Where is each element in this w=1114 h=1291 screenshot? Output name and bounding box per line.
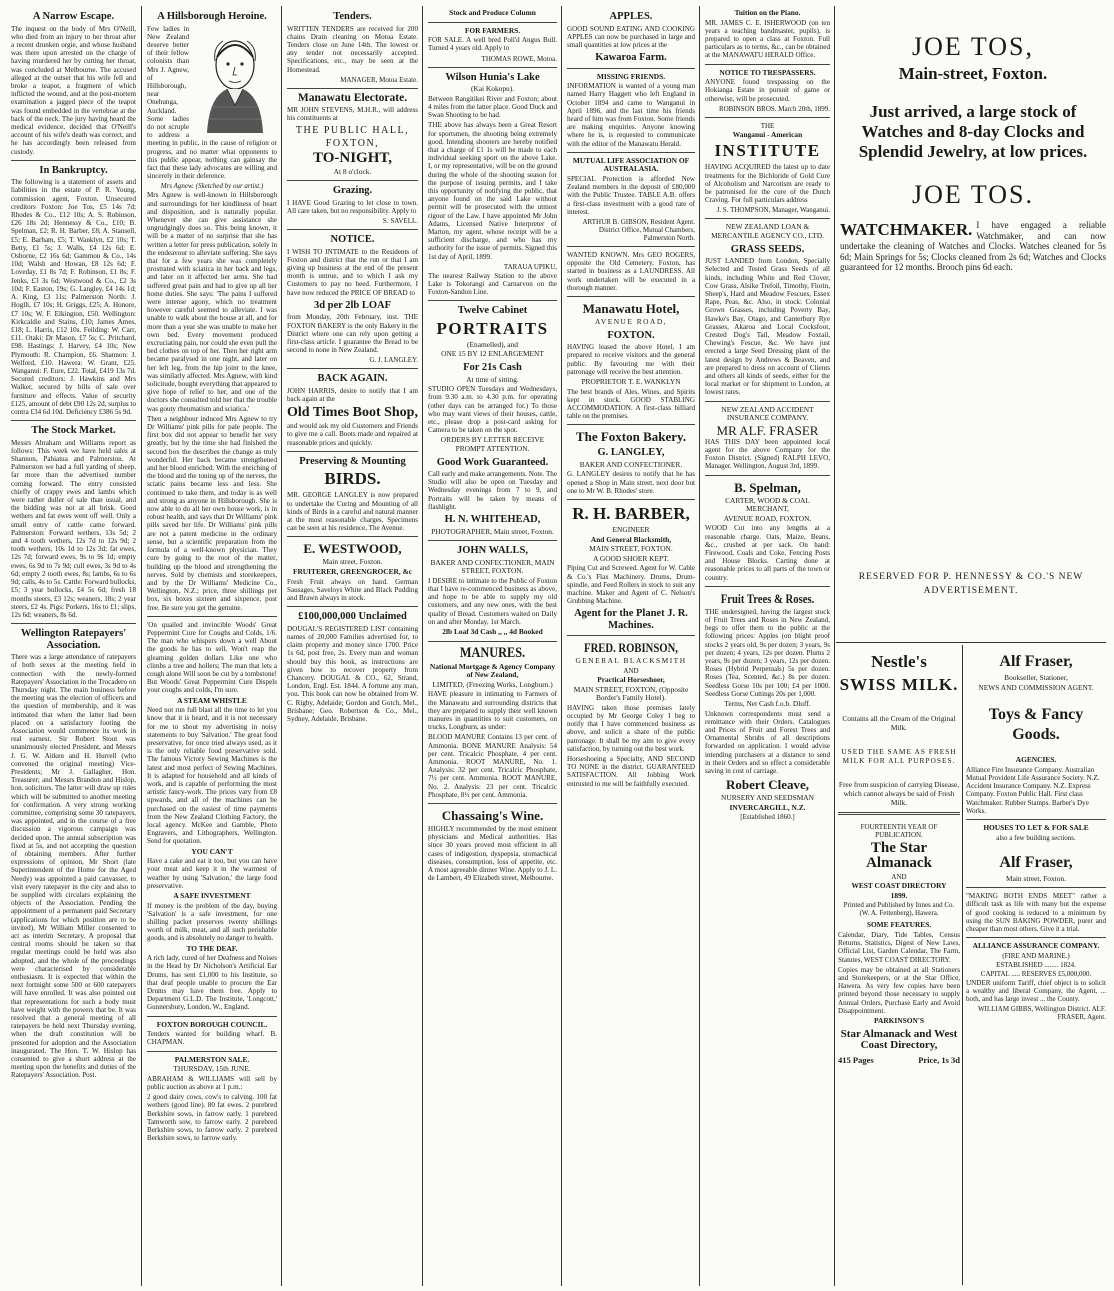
column-rule xyxy=(699,6,700,1286)
ad-electorate-title: Manawatu Electorate. xyxy=(297,91,408,104)
ad-fred-robinson-horseshoer: Practical Horseshoer, xyxy=(597,675,665,685)
headline-narrow-escape: A Narrow Escape. xyxy=(32,11,115,22)
ad-joe-tos-name: JOE TOS, xyxy=(912,32,1034,61)
ad-cleave-established: [Established 1860.] xyxy=(740,813,795,822)
divider xyxy=(287,368,418,369)
ad-alf-fraser-news: NEWS AND COMMISSION AGENT. xyxy=(978,682,1094,692)
ad-portraits-sitting: At time of sitting. xyxy=(466,374,519,384)
column-header-stock: Stock and Produce Column xyxy=(449,8,536,17)
divider xyxy=(567,424,695,425)
divider xyxy=(428,300,557,301)
ad-fred-robinson-name: FRED. ROBINSON, xyxy=(584,640,678,656)
ad-spelman-trade: CARTER, WOOD & COAL MERCHANT, xyxy=(725,495,810,514)
ad-walls: I DESIRE to intimate to the Public of Foxton that I have re-commenced business as above, and hope to be able to supply my old customers, and any new ones, with the best quality of Bread. Customers waited on Daily on and after Monday, 1st March. xyxy=(428,576,557,626)
ad-tenders-signature: MANAGER, Motoa Estate. xyxy=(340,75,418,84)
ad-tuition-title: Tuition on the Piano. xyxy=(734,8,801,17)
ad-alliance-established: ESTABLISHED ........ 1824. xyxy=(996,960,1076,969)
ad-tenders-title: Tenders. xyxy=(333,11,372,22)
divider xyxy=(287,536,418,537)
ad-spelman: WOOD Cut into any lengths at a reasonable charge. Oats, Maize, Beans, &c., crushed at per sack. On hand: Firewood, Coals and Coke, Fencing Posts and House Blocks. Carting done at reasonable prices to all parts of the town or country. xyxy=(705,524,830,582)
ad-tenders: WRITTEN TENDERS are received for 200 chains Drain cleaning on Motoa Estate. Tenders close on June 14th. The lowest or any tender not necessarily accepted. Specifications, etc., may be seen at the Homestead. xyxy=(287,24,418,74)
ad-fruit-trees-more: Unknown correspondents must send a remittance with their Orders. Catalogues and Prices of Fruit and Forest Trees and Ornamental Shrubs of all descriptions forwarded on application. I would advise intending purchasers at a distance to send in their Orders and so effect a considerable saving in cost of carriage. xyxy=(705,709,830,776)
ad-alf-fraser-toys: Toys & Fancy Goods. xyxy=(988,706,1084,744)
ad-mutual: SPECIAL Protection is afforded New Zealand members in the deposit of £80,000 with the Public Trustee. TABLE A.B. offers a first-class investment with a good rate of interest. xyxy=(567,175,695,216)
ad-nestle xyxy=(838,650,960,1065)
ad-apples: GOOD SOUND EATING AND COOKING APPLES can now be purchased in large and small quantities at low prices at the xyxy=(567,24,695,49)
ad-institute-wanganui: Wanganui - American xyxy=(732,129,803,139)
ad-notice: I WISH TO INTIMATE to the Residents of Foxton and district that the run or that I am giving up business at the end of the present month is untrue, and to which I ask my Customers to pay no heed. Furthermore, I have now reduced the PRICE OF BREAD to xyxy=(287,247,418,297)
ad-joe-tos-watchmaker-block xyxy=(840,220,1106,273)
ad-palmerston-sale-date: THURSDAY, 15th JUNE. xyxy=(173,1064,251,1074)
divider xyxy=(147,616,277,617)
ad-accident-insurance-title: NEW ZEALAND ACCIDENT INSURANCE COMPANY. xyxy=(721,404,814,423)
ad-grass-seeds-title: GRASS SEEDS. xyxy=(730,243,805,255)
ad-hotel-town: FOXTON. xyxy=(607,329,655,341)
ad-palmerston-sale-list: 2 good dairy cows, cow's to calving. 100 fat wethers (good line). 80 fat ewes. 2 purebred Berkshire sows, in farrow early. 1 purebred Tamworth sow, to farrow early. 2 purebred Berkshire sows, to farrow early. 2 purebred Berkshire sows, to farrow early. xyxy=(147,1093,277,1143)
divider xyxy=(966,887,1106,888)
ad-lake-sub: (Kai Kokopu). xyxy=(470,84,515,94)
subhead-you-cant: YOU CAN'T xyxy=(191,846,233,856)
ad-bakery-title: The Foxton Bakery. xyxy=(575,429,687,445)
article-hillsborough-intro: Few ladies in New Zealand deserve better of their fellow colonists than Mrs J. Agnew, of Hillsborough, near Onehunga, Auckland. Some ladies do not scruple to address a meeting in public, in the cause of religion or progress, and no matter what opponents to this public appear, nothing can gainsay the fact that these lady advocates are willing and sincerely in their deference. xyxy=(147,24,277,181)
divider xyxy=(428,803,557,804)
ad-trespassers-title: NOTICE TO TRESPASSERS. xyxy=(719,67,816,77)
ad-nestle-swiss-milk: SWISS MILK. xyxy=(839,675,959,694)
ad-joe-tos-watchmaker: WATCHMAKER. xyxy=(840,220,973,239)
ad-alf-fraser xyxy=(966,650,1106,1022)
ad-fruit-trees: THE undersigned, having the largest stock of Fruit Trees and Roses in New Zealand, begs to offer them to the public at the following prices: Apples (on blight proof stocks 2 years old, 9s per dozen; 3 years, 9s per dozen; 4 years, 12s per dozen. Plums 2 years, 9s per dozen; 3 years, 12s per dozen. Roses (Hybrid Perpetuals) 5s per dozen. Roses (Tea, Scented, &c.) 8s per dozen. Seedless Gorse 10s per 100; £4 per 1000. Seedless Gorse Cuttings 20s per 1,000. xyxy=(705,607,830,698)
ad-borough-council-title: FOXTON BOROUGH COUNCIL. xyxy=(156,1019,268,1029)
ad-nestle-used: USED THE SAME AS FRESH MILK FOR ALL PURPOSES. xyxy=(841,747,957,765)
subhead-steam-whistle: A STEAM WHISTLE xyxy=(177,695,247,705)
ad-lake-title: Wilson Hunia's Lake xyxy=(445,71,540,83)
ad-wanted-known: WANTED KNOWN. Mrs GEO ROGERS, opposite the Old Cemetery, Foxton, has started in business as a LAUNDRESS. All work undertaken will be executed in a thorough manner. xyxy=(567,251,695,292)
ad-portraits-cash: For 21s Cash xyxy=(463,362,522,374)
ad-westwood-street: Main street, Foxton. xyxy=(322,557,383,567)
ad-sun-baking-powder: "MAKING BOTH ENDS MEET" rather a difficult task as life with many but the expense of good cooking is reduced to a minimum by using the SUN BAKING POWDER, purer and cheaper than most others. Give it a trial. xyxy=(966,892,1106,933)
divider xyxy=(428,641,557,642)
article-hillsborough-end: Then a neighbour induced Mrs Agnew to try Dr Williams' pink pills for pale people. The first box did not appear to benefit her very greatly, but by the time she had finished the second box the describes the change as truly wonderful. Her back became strengthened and her blood enriched. With the enriching of the blood and the toning up of the nerves, the sciatic pains became less and less. She continued to take them, and today is as well and strong as anyone in Hillsborough. She is now able to do all her own house work, is in robust health, and says that Dr Williams' pink pills saved her life. Dr Williams' pink pills are not a patent medicine in the ordinary sense, but a scientific preparation from the formula of a well-known physician. They cure by going to the root of the matter, building up the blood and strengthening the nerves. Sold by chemists and storekeepers, and by the Dr Williams' Medicine Co., Wellington, N.Z.; price, three shillings per box, six boxes sixteen and sixpence, post free. Be sure you get the genuine. xyxy=(147,414,277,612)
ad-alliance: UNDER uniform Tariff, chief object is to solicit a wealthy and liberal Company, the Agent, ... both, and has large invest ... the County. xyxy=(966,978,1106,1004)
ad-barber-street: MAIN STREET, FOXTON. xyxy=(589,544,673,554)
column-rule xyxy=(962,645,963,1285)
ad-portraits-enlarge: ONE 15 BY 12 ENLARGEMENT xyxy=(441,349,544,359)
ad-almanack-and: AND xyxy=(891,873,907,882)
ad-planet-agent: Agent for the Planet J. R. Machines. xyxy=(574,608,688,631)
ad-alliance-capital: CAPITAL ..... RESERVES £5,000,000. xyxy=(980,969,1092,978)
column-5 xyxy=(564,8,698,1284)
ad-almanack-footer xyxy=(838,1055,960,1065)
ad-almanack-year: FOURTEENTH YEAR OF PUBLICATION. xyxy=(860,823,938,840)
divider xyxy=(287,451,418,452)
ad-institute-the: THE xyxy=(760,121,775,130)
ad-portraits-orders: ORDERS BY LETTER RECEIVE PROMPT ATTENTION. xyxy=(440,435,545,453)
ad-joe-tos-street: Main-street, Foxton. xyxy=(898,64,1048,83)
ad-alf-fraser-name: Alf Fraser, xyxy=(999,653,1073,670)
portrait-caption: Mrs Agnew. (Sketched by our artist.) xyxy=(160,182,264,191)
ad-accident-insurance: HAS THIS DAY been appointed local agent for the above Company for the Foxton District. (Signed) RALPH LEVO, Manager. Wellington, August 3rd, 1899. xyxy=(705,437,830,471)
divider xyxy=(567,246,695,247)
ad-hotel-proprietor: PROPRIETOR T. E. WANKLYN xyxy=(581,376,681,386)
ad-joe-tos-name-2: JOE TOS. xyxy=(912,180,1034,209)
ad-kawaroa: Kawaroa Farm. xyxy=(595,52,667,64)
divider xyxy=(147,1016,277,1017)
portrait-engraving xyxy=(193,27,277,135)
column-rule xyxy=(141,6,142,1286)
ad-fred-robinson-street: MAIN STREET, FOXTON, (Opposite Border's Family Hotel). xyxy=(573,684,689,703)
ad-fred-robinson-more: Horseshoeing a Specialty, AND SECOND TO NONE in the district. GUARANTEED SATISFACTION. All Jobbing Work entrusted to me will be faithfully executed. xyxy=(567,755,695,788)
ad-almanack-parkinson: PARKINSON'S xyxy=(874,1015,924,1025)
divider xyxy=(287,180,418,181)
ad-alf-fraser-street: Main street, Foxton. xyxy=(1006,873,1066,883)
ad-westwood-name: E. WESTWOOD, xyxy=(303,541,402,557)
ad-portraits-guaranteed: Good Work Guaranteed. xyxy=(436,456,549,468)
ad-electorate: MR JOHN STEVENS, M.H.R., will address his constituents at xyxy=(287,106,418,123)
ad-alf-fraser-houses: also a few building sections. xyxy=(996,833,1076,842)
ad-electorate-time: At 8 o'clock. xyxy=(333,166,372,176)
ad-barber: Piping Cut and Screwed. Agent for W. Cable & Co.'s Flax Machinery. Drums, Drum-spindle, and Feed Rollers in stock to suit any machine. Maker and Agent of C. Nelson's Grubbing Machine. xyxy=(567,564,695,606)
ad-boot-shop: and would ask my old Customers and Friends to give me a call. Boots made and repaired at reasonable prices and quickly. xyxy=(287,422,418,447)
ad-hotel: HAVING leased the above Hotel, I am prepared to receive visitors and the general public. By favouring me with their patronage will receive the best attention. xyxy=(567,343,695,376)
ad-missing-title: MISSING FRIENDS. xyxy=(596,71,666,81)
ad-institute-title: INSTITUTE xyxy=(714,141,821,161)
ad-spelman-road: AVENUE ROAD, FOXTON. xyxy=(723,513,812,523)
ad-alliance-title: ALLIANCE ASSURANCE COMPANY. xyxy=(972,941,1100,951)
column-3 xyxy=(284,8,421,1284)
ad-borough-council: Tenders wanted for building wharf. B. CHAPMAN. xyxy=(147,1030,277,1047)
ad-lake: Between Rangitikei River and Foxton; about 4 miles from the latter place. Good Duck and Swan Shooting to be had. xyxy=(428,94,557,120)
subhead-deaf: TO THE DEAF. xyxy=(186,943,238,953)
ad-institute: HAVING ACQUIRED the latest up to date treatments for the Bichloride of Gold Cure of Alcoholism and Narcotism are ready to be patronised for the cure of the Dutch Craving. For full particulars address xyxy=(705,163,830,205)
ad-notice-more: from Monday, 20th February, inst. THE FOXTON BAKERY is the only Bakery in the District where one can rely upon getting a first-class article. I guarantee the Bread to be second to none in New Zealand. xyxy=(287,313,418,355)
divider xyxy=(705,586,830,587)
divider xyxy=(147,1051,277,1052)
divider xyxy=(567,152,695,153)
ad-fred-robinson-trade: GENERAL BLACKSMITH xyxy=(575,656,687,666)
article-bankruptcy: The following is a statement of assets and liabilities in the estate of P. R. Young, commission agent, Foxton. Unsecured creditors Foxton: Joe Tos, £5 14s 7d; Rhodes & Co., £12 10s; A. S. Robinson, £26 18s 2d; Hennessy & Co., £10; B. Spelman, £2; R. H. Barber, £8; A. Stansell, £5; E. Barham, £5; T. Wanklyn, £2 10s; T. Betty, £1 5s; J. Walls, £4 12s 6d; E. Osborne, £2 16s 6d; Gammon & Co., 14s 10d; Walsh and Howan, £8 12s 6d; F. Loveday, £1 8s 7d; F. Robinson, £1 8s; F. Jenks, £3 3s 6d; Westwood & Co., £2 3s 10d; F. Easton, 19s; G. Langley, £4 14s 1d; A. King, £3 11s; Palmerston North: J. Hoglli, £7 10s; H. Griggs, £25; A. Honore, £7 10s; W. F. Elkington, £50. Wellington: Kirkcaldie and Stains, £10; James Ames, £18; L. Harris, £12 10s. Feilding: W. Carr, £11. Otaki: Dr Mason, £7 5s; C. Pritchard, £98. Hastings: J. Harvey, £4 10s; New Plymouth: R. Champion, £6. Shannon: J. Welford, £10. Hawera: W. Grant, £25. Wanganui: F. Eure, £22. Total, £419 13s 7d. Secured creditors: J. Hawkins and Mrs Walker, secured by bills of sale over furniture and effects. Value of security £125, amount of debt £90 12s 2d, surplus to contra £34 6d 10d. Deficiency £386 5s 9d. xyxy=(11,178,136,416)
column-4 xyxy=(425,8,560,1284)
ad-nestle-free: Free from suspicion of carrying Disease, which cannot always be said of Fresh Milk. xyxy=(838,780,960,807)
ad-cleave-town: INVERCARGILL, N.Z. xyxy=(729,802,806,812)
ad-national-mortgage: HAVE pleasure in intimating to Farmers of the Manawatu and surrounding districts that they are prepared to supply their well known manures in quantities to suit customers, on trucks, Longburn, as under: xyxy=(428,690,557,732)
ad-notice-title: NOTICE. xyxy=(330,234,375,246)
article-stock-market: Messrs Abraham and Williams report as follows: This week we have held sales at Shannon, Pahiatua and Palmerston. At Palmerston we had a full yarding of sheep, far more than the advertised number coming forward. The entry consisted chiefly of crappy ewes and lambs which were rather duller of sale than usual, and the bidding was not at all brisk. Good wethers and fat ewes went off well. Only a small entry of cattle came forward. Palmerston: Forward wethers, 13s 5d; 2 and 4 tooth wethers, 12s 7d to 12s 9d; 2 tooth wethers, 10s 1d to 12s 3d; fat ewes, 12s 7d; forward ewes, 9s to 9s 1d; empty ewes, 6s 9d to 7s 9d; cull ewes, 3s 9d to 4s 6d; empty 2 tooth ewes, 8s; lambs, 6s to 6s 9d; calls, 4s to 5s. Cattle: Forward bullocks, £5; 3 year bullocks, £4 5s 6d; fresh 18 months steers, £3 12s; weaners, 18s; 2 year steers, £2 4s. Pigs: Porkers, 16s to £1; slips, 12s 6d; weaners, 8s 6d. xyxy=(11,438,136,619)
ad-grazing: I HAVE Good Grazing to let close to town. All care taken, but no responsibility. Apply to xyxy=(287,198,418,215)
ad-hotel-title: Manawatu Hotel, xyxy=(582,301,680,317)
item-deaf: A rich lady, cured of her Deafness and Noises in the Head by Dr Nicholson's Artificial Ear Drums, has sent £1,000 to his Institute, so that deaf people unable to procure the Ear Drums may have them free. Apply to Department G.L.D. The Institute, 'Longcott,' Gunnersbury, London, W., England. xyxy=(147,954,277,1012)
column-rule xyxy=(281,6,282,1286)
ad-back-again-title: BACK AGAIN. xyxy=(317,373,388,385)
divider xyxy=(836,642,1106,643)
headline-hillsborough: A Hillsborough Heroine. xyxy=(157,11,267,22)
headline-bankruptcy: In Bankruptcy. xyxy=(39,164,108,176)
divider xyxy=(287,229,418,230)
column-rule xyxy=(834,6,835,1286)
ad-fruit-trees-title: Fruit Trees & Roses. xyxy=(720,590,815,606)
ad-whitehead-trade: PHOTOGRAPHER, Main street, Foxton. xyxy=(431,526,554,536)
article-ratepayers: There was a large attendance of ratepayers of both sexes at the meeting held in connection with the newly-formed Ratepayers' Association in the Trocadero on Thursday night. The main business before the meeting was the election of officers and the question of membership, and it was intimated that when the latter had been placed on a satisfactory footing the Association would commence its work in real earnest. Sir Robert Stout was unanimously elected President, and Messrs J. G. W. Aitken and H. Hurrell (who convened the original meeting) Vice-Presidents; Mr J. Gallagher, Hon. Treasurer; and Messrs Brandon and Hislop, hon. solicitors. The latter will draw up rules which will be submitted to another meeting for confirmation. A very strong working committee, comprising some 30 ratepayers, was appointed, and in the course of a free discussion a vigorous campaign was decided upon. The annual subscription was fixed at 5s, and not accepting the question of obtaining members. After further expressions of opinion, Mr Short (late Superintendent of the Home for the Aged Needy) was appointed a paid canvasser, to visit every ratepayer in the city and also to be supplied with circulars explaining the objects of the Association. Pending the appointment of a permanent paid Secretary (applications for which position are to be invited), Mr William Miller consented to act as interim Secretary. A proposal that central rooms should be taken so that regular meetings could be held was also adopted, and the whole of the proceedings were characterised by considerable enthusiasm. It is expected that within the next fortnight some 500 or 600 ratepayers will have enrolled. It was also pointed out that representations for such a body must have weight with the powers that be. It was resolved that a general meeting of all ratepayers be held next Thursday evening, when the draft constitution will be presented for adoption and the Association inaugurated. The Hon. T. W. Hislop has consented to give a short address at the meeting upon the benefits and duties of the Ratepayers' Association. Post. xyxy=(11,653,136,1080)
ad-walls-name: JOHN WALLS, xyxy=(457,545,528,557)
article-hillsborough-body: Mrs Agnew is well-known in Hillsborough and surroundings for her kindliness of heart and disposition, and is naturally popular. Whenever she can give assistance she ungrudgingly does so. This being known, it will be a matter of no surprise that she has written a letter for press publication, solely in the endeavour to alleviate suffering. She says that for a few years she was completely prostrated with sciatica in her back and legs, and later on it affected her arms. She had suffered great pain and had to give up all her home duties. She says: 'The pains I suffered were intense agony, which no treatment however careful seemed to alleviate. I was unable to walk about the house at all, and for more than a year she was unable to make her own bed. Every movement produced excruciating pain, nor could she even pull the bed clothes on top of her. Then her right arm became paralysed in one night, and later on her left leg, from the hip joint to the knee, was similarly affected. Mrs Agnew, with kind solicitude, bought everything that appeared to give hope of relief to her, and one of the doctors she consulted told her that the trouble was gouty rheumatism and sciatica.' xyxy=(147,191,278,413)
article-narrow-escape: The inquest on the body of Mrs O'Neill, who died from an injury to her throat after a recent drunken orgie, and whose husband was there upon arrested on the charge of having murdered her by cutting her throat, was concluded at Melbourne. The accused alleged at the outset that his wife fell and broke a teapot, a fragment of which inflicted the wound, and at the post-mortem examination a jagged piece of the teapot was found embedded in the vertebrae at the back of the neck. The jury having heard the medical evidence, decided that O'Neill's account of his wife's death was correct, and he has accordingly been released from custody. xyxy=(11,24,136,156)
divider xyxy=(567,68,695,69)
ad-portraits-twelve: Twelve Cabinet xyxy=(457,305,528,317)
ad-almanack-features-title: SOME FEATURES. xyxy=(866,920,932,930)
ad-nz-loan-title: NEW ZEALAND LOAN & MERCANTILE AGENCY CO., LTD. xyxy=(711,222,824,241)
ad-unclaimed-title: £100,000,000 Unclaimed xyxy=(298,611,407,623)
ad-unclaimed: DOUGAL'S REGISTERED LIST containing names of 20,000 Families advertised for, to claim property and money since 1700. Price 1s 6d, post free, 2s. Every man and woman should buy this book, as instructions are given how to recover property from Chancery. DOUGAL & CO., 62, Strand, London, Engl. Est. 1844. A fortune any man, you. This book can now be obtained from W. C. Rigby, Adelaide; Gordon and Gotch, Mel., Brisbane; Geo. Robertson & Co., Mel., Sydney, Adelaide, Brisbane. xyxy=(287,624,418,723)
ad-almanack-west-coast: WEST COAST DIRECTORY xyxy=(851,881,947,891)
ad-fred-robinson: HAVING taken those premises lately occupied by Mr George Coley I beg to notify that I have commenced business as above, and solicit a share of the public patronage. It shall be my aim to give every satisfaction, by turning out the best work. xyxy=(567,703,695,753)
ad-electorate-tonight: TO-NIGHT, xyxy=(312,149,393,166)
ad-alf-fraser-agencies: Alliance Fire Insurance Company. Australian Mutual Provident Life Assurance Society. N.Z. Accident Insurance Company. N.Z. Express Company. Foxton Public Hall. First class Watchmaker. Rubber Stamps. Barber's Dye Works. xyxy=(966,765,1100,815)
ad-almanack-features: Calendar, Diary, Tide Tables, Census Returns, Statistics, Digest of New Laws, Official List, Garden Calendar, The Farm, Statutes, WEST COAST DIRECTORY. xyxy=(838,930,960,964)
ad-joe-tos-watch-text: I have engaged a reliable Watchmaker, and can now undertake the cleaning of Watches and Clocks. Watches cleaned for 5s 6d; Main Springs for 5s; Clocks cleaned from 2s 6d; Watches and Clocks guaranteed for 12 months. Brooch pins 6d each. xyxy=(840,220,1106,272)
divider xyxy=(838,812,960,815)
ad-alf-fraser-appointment: MR ALF. FRASER xyxy=(716,422,819,438)
ad-joe-tos-arrived: Just arrived, a large stock of Watches and 8-day Clocks and Splendid Jewelry, at low prices. xyxy=(858,102,1088,161)
ad-mutual-signature: ARTHUR B. GIBSON, Resident Agent. District Office, Mutual Chambers, Palmerston North. xyxy=(582,218,695,243)
ad-whitehead-name: H. N. WHITEHEAD, xyxy=(444,514,541,526)
ad-lake-signature: TARAUA UPIKU, xyxy=(503,262,557,271)
divider xyxy=(287,606,418,607)
ad-electorate-hall: THE PUBLIC HALL, xyxy=(295,124,410,136)
ad-farmers: FOR SALE. A well bred Poll'd Angus Bull. Turned 4 years old. Apply to xyxy=(428,36,557,53)
item-safe-investment: If money is the problem of the day, buying 'Salvation' is a safe investment, for one shilling packet preserves twenty shillings worth of milk, meat, and all such perishable goods, and is absolutely no danger to health. xyxy=(147,901,277,943)
divider xyxy=(567,296,695,297)
ad-langley-name: G. LANGLEY, xyxy=(597,447,665,459)
ad-almanack-year-date: 1899. xyxy=(890,890,908,900)
ad-cleave-name: Robert Cleave, xyxy=(725,777,810,793)
ad-palmerston-sale-title: PALMERSTON SALE. xyxy=(174,1054,250,1064)
ad-birds-title: BIRDS. xyxy=(324,469,381,489)
divider xyxy=(428,540,557,541)
ad-farmers-signature: THOMAS ROWE, Motoa. xyxy=(481,54,557,63)
ad-barber-name: R. H. BARBER, xyxy=(572,504,690,524)
divider xyxy=(11,420,136,421)
divider xyxy=(705,401,830,402)
ad-walls-trade: BAKER AND CONFECTIONER, MAIN STREET, FOXTON. xyxy=(430,557,555,576)
column-1 xyxy=(8,8,139,1284)
ad-preserving: MR. GEORGE LANGLEY is now prepared to undertake the Curing and Mounting of all kinds of Birds in a careful and natural manner at the most reasonable charges. Specimens can be seen at his residence, The Avenue. xyxy=(287,491,418,533)
ad-lake-railway: The nearest Railway Station to the above Lake is Tokorangi and Carnarvon on the Foxton-Sandon Line. xyxy=(428,271,557,297)
ad-nestle-title: Nestle's xyxy=(871,652,927,671)
divider xyxy=(11,623,136,624)
ad-institute-signature: J. S. THOMPSON, Manager, Wanganui. xyxy=(716,206,830,215)
ad-lake-notice: THE above has always been a Great Resort for sportsmen, the shooting being extremely good. Intending shooters are hereby notified that a charge of £1 1s will be made to each individual seeking sport on the above Lake. I, or my representative, will be on the ground during the whole of the shooting season for the purpose of issuing permits, and I take this opportunity of notifying the public, that anyone found on the said Lake without permit will be prosecuted with the utmost rigour of the Law. I have appointed Mr John Adams, Licensed Native Interpreter of Marton, my agent, whose receipt will be a sufficient discharge, and who has my authority for the issue of permits. Signed this 1st day of April, 1899. xyxy=(428,121,557,261)
divider xyxy=(428,22,557,23)
divider xyxy=(287,88,418,89)
ad-fred-robinson-and: AND xyxy=(623,667,639,676)
divider xyxy=(966,937,1106,938)
ad-joe-tos xyxy=(840,30,1106,273)
divider xyxy=(705,64,830,65)
ad-portraits-enamelled: (Enamelled), and xyxy=(467,339,518,349)
item-steam-whistle: Need not run full blast all the time to let you know that it is heard, and it is not necessary for me to shout my advertising in noisy statements to buy 'Salvation.' The great food preservative, for once tried always used, as it is the only reliable food preservative sold. The famous Victory Sewing Machines is the latest and most perfect of Sewing Machines. It is adapted for household and all kinds of work, and is capable of performing the most artistic fancy-work. The prices vary from £8 upwards, and all of the machines can be purchased on the easiest of time payments from the New Zealand Clothing Factory, the local agency. McKee and Gamble, Photo Engravers, and Lithographers, Wellington. Send for quotation. xyxy=(147,706,277,846)
divider xyxy=(11,160,136,161)
ad-westwood-trade: FRUITERER, GREENGROCER, &c xyxy=(292,566,413,576)
ad-national-mortgage-name: National Mortgage & Agency Company of New Zealand, xyxy=(429,661,556,680)
ad-missing: INFORMATION is wanted of a young man named Harry Haggett who left England in October 1894 and came to Wanganui in April 1896, and the last time his friends heard of him was from Foxton. Some friends are making enquiries. Anyone knowing where he is, is requested to communicate with the editor of the Manawatu Herald. xyxy=(567,82,695,148)
ad-boot-shop-name: Old Times Boot Shop, xyxy=(287,405,418,421)
ad-alf-fraser-houses-title: HOUSES TO LET & FOR SALE xyxy=(983,823,1089,832)
ad-langley: G. LANGLEY desires to notify that he has opened a Shop in Main street, next door but one to Mr W. B. Rhodes' store. xyxy=(567,470,695,495)
subhead-safe-investment: A SAFE INVESTMENT xyxy=(173,891,251,900)
ad-notice-signature: G. J. LANGLEY. xyxy=(369,356,418,365)
column-6 xyxy=(702,8,833,1284)
reserved-space-notice: RESERVED FOR P. HENNESSY & CO.'S NEW ADVERTISEMENT. xyxy=(858,572,1084,596)
headline-ratepayers: Wellington Ratepayers' Association. xyxy=(20,628,127,651)
column-2 xyxy=(144,8,280,1284)
ad-barber-trade: ENGINEER xyxy=(612,525,650,535)
ad-fruit-trees-terms: Terms, Net Cash f.o.b. Dluff. xyxy=(724,699,811,708)
ad-manures-list: BLOOD MANURE Contains 13 per cent. of Ammonia. BONE MANURE Analysis: 54 per cent. Tricalcic Phosphate, 4 per cent. Ammonia. ROOT MANURE, No. 1. Analysis: 32 per cent. Tricalcic Phosphate, 7½ per cent. Ammonia. ROOT MANURE, No. 2. Analysis: 23 per cent. Tricalcic Phosphate, 8½ per cent. Ammonia. xyxy=(428,733,557,799)
ad-portraits-studio: STUDIO OPEN Tuesdays and Wednesdays, from 9.30 a.m. to 4.30 p.m. for operating (other days can be arranged for.) To those who may want views of their houses, cattle, etc., please drop a post-card asking for Camera to be taken on the spot. xyxy=(428,385,557,435)
ad-cleave-trade: NURSERY AND SEEDSMAN xyxy=(721,793,814,803)
ad-grazing-signature: S. SAVELL. xyxy=(382,217,418,226)
ad-alf-fraser-trade: Bookseller, Stationer, xyxy=(1004,673,1068,682)
ad-wine: HIGHLY recommended by the most eminent physicians and Medical authorities. Has since 30 years proved most efficient in all cases of indigestion, dyspepsia, stomachical diseases, consumption, loss of appetite, etc. A most agreeable dinner Wine. Apply to J. L. de Lambert, 49 Elizabeth street, Melbourne. xyxy=(428,825,557,883)
ad-alf-fraser-agencies-title: AGENCIES. xyxy=(1015,755,1057,765)
ad-almanack-title: The Star Almanack xyxy=(866,840,932,872)
divider xyxy=(705,218,830,219)
ad-grass-seeds: JUST LANDED from London, Specially Selected and Tested Grass Seeds of all kinds, including White and Red Clover, Cow Grass, Alsike Trefoil, Timothy, Florin, Sheep's, Hard and Meadow Fescues, Essex Rape, Peas, &c. Also, in stock: Colonial Grown Grasses, including Poverty Bay, Hawke's Bay, Otago, and Canterbury Rye Grasses, Akaroa and Local Cocksfoot, Crested Dog's Tail, Meadow Foxtail, Chewing's Fescue, &c. We have just erected a large Seed Dressing plant of the latest design by Andrews & Beaven, and are prepared to dress on account of Clients and others all kinds of seeds, either for the local market or for shipment to London, at lowest rates. xyxy=(705,257,830,397)
ad-walls-loaf: 2lb Loaf 3d Cash ,, ,, 4d Booked xyxy=(442,627,543,637)
ad-alliance-signature: WILLIAM GIBBS, Wellington District. ALF. FRASER, Agent. xyxy=(977,1005,1106,1022)
ad-notice-price: 3d per 2lb LOAF xyxy=(313,299,392,311)
divider xyxy=(567,499,695,500)
divider xyxy=(567,635,695,636)
ad-tuition: MR. JAMES C. E. ISHERWOOD (on ten years a teaching bandmaster, pupils), is prepared to open a class at Foxton. Full particulars as to terms, &c., can be obtained at the MANAWATU HERALD Office. xyxy=(705,18,830,60)
headline-stock-market: The Stock Market. xyxy=(31,425,116,437)
ad-nestle-cream: Contains all the Cream of the Original Milk. xyxy=(842,714,956,732)
verse-peppermint: 'On quailed and invincible Woods' Great Peppermint Cure for Coughs and Colds, 1/6. The man who whispers down a well About the goods he has to sell, Won't reap the gleaming golden dollars Like one who climbs a tree and hollers; The man that lets a cough alone Will soon be cut by a tombstone! But Woods' Great Peppermint Cure Dispels your coughs and colds, I'm sure. xyxy=(147,620,278,695)
column-rule xyxy=(561,6,562,1286)
ad-national-mortgage-sub: LIMITED, (Freezing Works, Longburn.) xyxy=(432,679,553,689)
ad-electorate-town: FOXTON, xyxy=(325,137,380,149)
ad-westwood: Fresh Fruit always on hand. German Sausages, Saveloys White and Black Pudding and Brawn always in stock. xyxy=(287,577,418,602)
ad-hotel-road: AVENUE ROAD, xyxy=(594,317,668,327)
ad-barber-shoer: A GOOD SHOER KEPT. xyxy=(593,553,669,563)
item-you-cant: Have a cake and eat it too, but you can have your meat and keep it in the warmest of weather by using 'Salvation,' the large food preservative. xyxy=(147,857,277,890)
ad-back-again: JOHN HARRIS, desire to notify that I am back again at the xyxy=(287,386,418,404)
ad-portraits-note: Call early and make arrangements. Note. The Studio will also be open on Tuesday and Wednesday evenings from 7 to 9, and Portraits will be taken by means of flashlight. xyxy=(428,470,557,511)
ad-palmerston-sale: ABRAHAM & WILLIAMS will sell by public auction as above at 1 p.m.: xyxy=(147,1074,277,1092)
ad-portraits-title: PORTRAITS xyxy=(436,318,549,338)
ad-almanack-pages: 415 Pages xyxy=(838,1054,874,1065)
ad-almanack-copies: Copies may be obtained at all Stationers and Storekeepers, or at the Star Office, Hawera. As very few copies have been printed beyond those necessary to supply Annual Orders, Purchase Early and Avoid Disappointment. xyxy=(838,965,960,1015)
ad-barber-general: And General Blacksmith, xyxy=(590,534,672,544)
ad-alf-fraser-name-2: Alf Fraser, xyxy=(999,853,1073,871)
ad-spelman-name: B. Spelman, xyxy=(734,479,801,495)
ad-almanack-price: Price, 1s 3d xyxy=(918,1054,960,1065)
ad-farmers-title: FOR FARMERS. xyxy=(464,25,521,35)
ad-wine-title: Chassaing's Wine. xyxy=(441,808,544,824)
divider xyxy=(966,819,1106,820)
ad-apples-title: APPLES. xyxy=(609,11,653,22)
ad-preserving-title: Preserving & Mounting xyxy=(299,455,406,467)
divider xyxy=(428,67,557,68)
ad-trespassers: ANYONE found trespassing on the Hokianga Estate in pursuit of game or otherwise, will be prosecuted. xyxy=(705,78,830,103)
ad-hotel-more: The best brands of Ales, Wines, and Spirits kept in stock. GOOD STABLING ACCOMMODATION. A first-class billiard table on the premises. xyxy=(567,387,695,421)
divider xyxy=(705,475,830,476)
ad-almanack-title-2: Star Almanack and West Coast Directory, xyxy=(840,1027,958,1052)
ad-almanack-publisher: Printed and Published by Innes and Co. (W. A. Fettenberg), Hawera. xyxy=(843,901,955,918)
column-rule xyxy=(422,6,423,1286)
ad-grazing-title: Grazing. xyxy=(332,185,373,197)
ad-alliance-fire: (FIRE AND MARINE.) xyxy=(1002,951,1070,960)
ad-trespassers-signature: ROBINSON BROS. March 20th, 1899. xyxy=(718,104,830,113)
ad-langley-trade: BAKER AND CONFECTIONER. xyxy=(579,459,683,469)
divider xyxy=(705,117,830,118)
ad-mutual-title: MUTUAL LIFE ASSOCIATION OF AUSTRALASIA. xyxy=(572,155,690,174)
ad-manures-title: MANURES. xyxy=(459,644,526,661)
